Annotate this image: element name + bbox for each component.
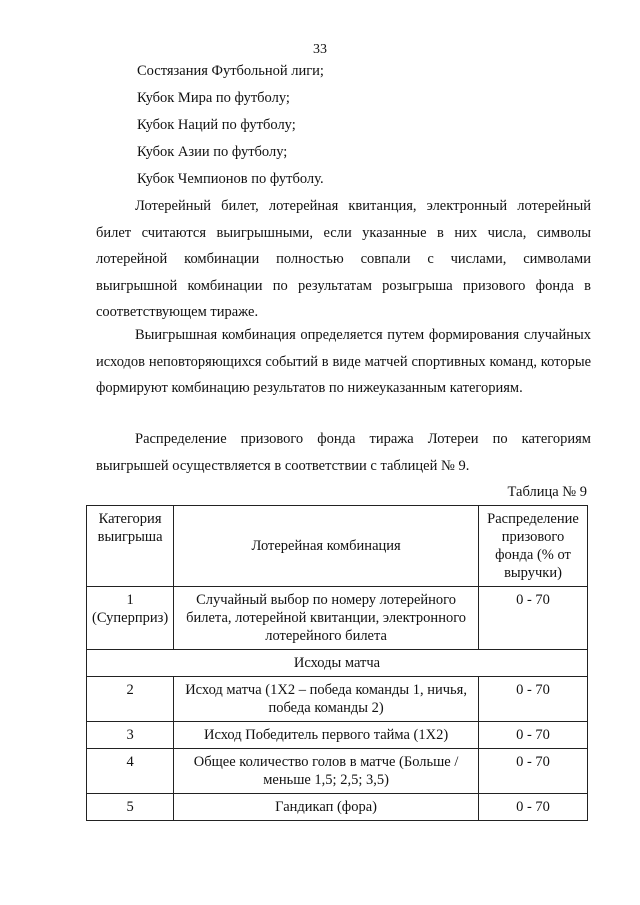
competition-item: Кубок Азии по футболу; xyxy=(137,144,288,160)
paragraph-winning-combination xyxy=(96,322,591,402)
cell-combination: Исход Победитель первого тайма (1X2) xyxy=(174,722,479,749)
table-row xyxy=(87,749,588,794)
cell-combination: Общее количество голов в матче (Больше / меньше 1,5; 2,5; 3,5) xyxy=(174,749,479,794)
competition-item: Кубок Чемпионов по футболу. xyxy=(137,171,324,187)
table-header-row xyxy=(87,506,588,587)
cell-category: 2 xyxy=(87,677,174,722)
cell-category: 4 xyxy=(87,749,174,794)
cell-share: 0 - 70 xyxy=(479,749,588,794)
table-row xyxy=(87,677,588,722)
paragraph-prize-distribution xyxy=(96,426,591,479)
header-category: Категория выигрыша xyxy=(87,506,174,587)
paragraph-text: Лотерейный билет, лотерейная квитанция, электронный лотерейный билет считаются выигрышными, если указанные в них числа, символы лотерейной комбинации полностью совпали с числами, символами выигрышной комбинации по результатам розыгрыша призового фонда в соответствующем тираже. xyxy=(96,198,591,320)
cell-combination: Гандикап (фора) xyxy=(174,794,479,821)
cell-share: 0 - 70 xyxy=(479,677,588,722)
competition-item: Кубок Наций по футболу; xyxy=(137,117,296,133)
cell-category: 3 xyxy=(87,722,174,749)
paragraph-ticket-rules xyxy=(96,193,591,326)
cell-category: 1 (Суперприз) xyxy=(87,587,174,650)
cell-share: 0 - 70 xyxy=(479,794,588,821)
table-row xyxy=(87,722,588,749)
table-row xyxy=(87,587,588,650)
cell-share: 0 - 70 xyxy=(479,587,588,650)
header-combination: Лотерейная комбинация xyxy=(174,506,479,587)
page-number: 33 xyxy=(313,42,327,57)
table-section-row xyxy=(87,650,588,677)
section-title: Исходы матча xyxy=(87,650,588,677)
cell-category: 5 xyxy=(87,794,174,821)
cell-share: 0 - 70 xyxy=(479,722,588,749)
header-share: Распределение призового фонда (% от выручки) xyxy=(479,506,588,587)
paragraph-text: Распределение призового фонда тиража Лотереи по категориям выигрышей осуществляется в соответствии с таблицей № 9. xyxy=(96,431,591,474)
competition-item: Состязания Футбольной лиги; xyxy=(137,63,324,79)
competition-item: Кубок Мира по футболу; xyxy=(137,90,290,106)
cell-combination: Случайный выбор по номеру лотерейного билета, лотерейной квитанции, электронного лотерейного билета xyxy=(174,587,479,650)
prize-distribution-table xyxy=(86,505,588,821)
table-caption: Таблица № 9 xyxy=(507,484,587,500)
cell-combination: Исход матча (1X2 – победа команды 1, ничья, победа команды 2) xyxy=(174,677,479,722)
paragraph-text: Выигрышная комбинация определяется путем формирования случайных исходов неповторяющихся событий в виде матчей спортивных команд, которые формируют комбинацию результатов по нижеуказанным категориям. xyxy=(96,327,591,396)
table-row xyxy=(87,794,588,821)
